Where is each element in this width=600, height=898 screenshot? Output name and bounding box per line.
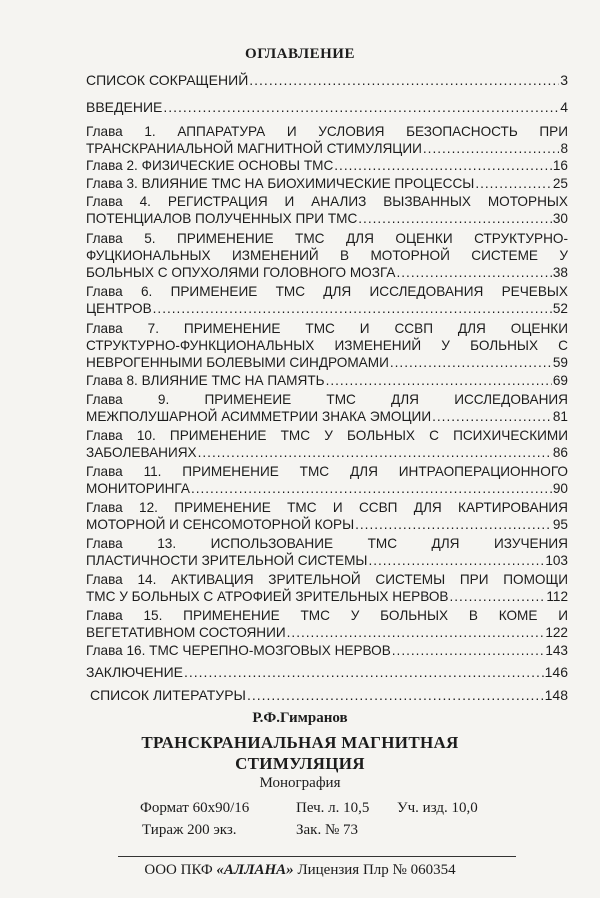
book-title-line-1: ТРАНСКРАНИАЛЬНАЯ МАГНИТНАЯ	[141, 733, 459, 752]
toc-heading: ОГЛАВЛЕНИЕ	[245, 46, 355, 62]
toc-entry	[86, 552, 568, 569]
toc-entry	[86, 664, 568, 681]
toc-entry-title: СПИСОК СОКРАЩЕНИЙ	[86, 72, 249, 88]
toc-entry-title: БОЛЬНЫХ С ОПУХОЛЯМИ ГОЛОВНОГО МОЗГА	[86, 265, 396, 280]
toc-entry-line: Глава 15. ПРИМЕНЕНИЕ ТМС У БОЛЬНЫХ В КОМЕ И	[86, 608, 568, 623]
toc-entry-title: ТМС У БОЛЬНЫХ С АТРОФИЕЙ ЗРИТЕЛЬНЫХ НЕРВОВ	[86, 589, 449, 604]
toc-entry	[86, 157, 568, 174]
toc-entry-page: 59	[552, 355, 568, 370]
toc-entry-page: 95	[552, 517, 568, 532]
toc-entry-title: ПОТЕНЦИАЛОВ ПОЛУЧЕННЫХ ПРИ ТМС	[86, 211, 358, 226]
toc-entry-line: Глава 6. ПРИМЕНЕИЕ ТМС ДЛЯ ИССЛЕДОВАНИЯ РЕЧЕВЫХ	[86, 284, 568, 299]
toc-entry-line: Глава 12. ПРИМЕНЕНИЕ ТМС И ССВП ДЛЯ КАРТИРОВАНИЯ	[86, 500, 568, 515]
toc-entry-title: МОТОРНОЙ И СЕНСОМОТОРНОЙ КОРЫ	[86, 517, 355, 532]
imprint-circulation: Тираж 200 экз.	[142, 822, 237, 838]
toc-entry-page: 122	[545, 625, 568, 640]
divider	[118, 856, 516, 857]
toc-entry	[86, 588, 568, 605]
publisher-name: «АЛЛАНА»	[216, 862, 294, 878]
toc-entry-line: ФУЦКИОНАЛЬНЫХ ИЗМЕНЕНИЙ В МОТОРНОЙ СИСТЕМЕ У	[86, 248, 568, 263]
toc-entry-page: 143	[545, 643, 568, 658]
toc-entry-page: 103	[545, 553, 568, 568]
publisher-prefix: ООО ПКФ	[144, 862, 213, 878]
toc-entry-title: МЕЖПОЛУШАРНОЙ АСИММЕТРИИ ЗНАКА ЭМОЦИИ	[86, 409, 432, 424]
author-name: Р.Ф.Гимранов	[252, 710, 348, 726]
toc-entry-title: Глава 16. ТМС ЧЕРЕПНО-МОЗГОВЫХ НЕРВОВ	[86, 643, 391, 658]
imprint-order: Зак. № 73	[296, 822, 359, 838]
toc-entry	[90, 687, 568, 704]
toc-entry	[86, 140, 568, 157]
toc-entry	[86, 175, 568, 192]
toc-entry-page: 4	[560, 99, 568, 115]
toc-entry-page: 90	[552, 481, 568, 496]
toc-entry-title: МОНИТОРИНГА	[86, 481, 190, 496]
publisher-license: Лицензия Плр № 060354	[297, 862, 456, 878]
toc-entry-page: 30	[552, 211, 568, 226]
toc-entry	[86, 372, 568, 389]
toc-entry-line: Глава 5. ПРИМЕНЕНИЕ ТМС ДЛЯ ОЦЕНКИ СТРУКТУРНО-	[86, 231, 568, 246]
toc-entry-page: 16	[552, 158, 568, 173]
toc-entry	[86, 444, 568, 461]
toc-entry	[86, 516, 568, 533]
toc-entry-page: 69	[552, 373, 568, 388]
toc-entry-line: Глава 1. АППАРАТУРА И УСЛОВИЯ БЕЗОПАСНОСТЬ ПРИ	[86, 124, 568, 139]
toc-entry-title: ЦЕНТРОВ	[86, 301, 152, 316]
imprint-print-sheets: Печ. л. 10,5	[296, 800, 370, 816]
toc-entry-page: 112	[546, 589, 568, 604]
toc-entry-title: ТРАНСКРАНИАЛЬНОЙ МАГНИТНОЙ СТИМУЛЯЦИИ	[86, 141, 422, 156]
imprint-format: Формат 60х90/16	[140, 800, 250, 816]
toc-entry-page: 3	[560, 72, 568, 88]
toc-entry-line: Глава 14. АКТИВАЦИЯ ЗРИТЕЛЬНОЙ СИСТЕМЫ ПРИ ПОМОЩИ	[86, 572, 568, 587]
toc-entry-title: Глава 3. ВЛИЯНИЕ ТМС НА БИОХИМИЧЕСКИЕ ПРОЦЕССЫ	[86, 176, 475, 191]
toc-entry-line: Глава 10. ПРИМЕНЕНИЕ ТМС У БОЛЬНЫХ С ПСИХИЧЕСКИМИ	[86, 428, 568, 443]
toc-entry-title: ЗАБОЛЕВАНИЯХ	[86, 445, 197, 460]
toc-entry-page: 8	[560, 141, 568, 156]
toc-entry	[86, 72, 568, 89]
toc-entry-title: НЕВРОГЕННЫМИ БОЛЕВЫМИ СИНДРОМАМИ	[86, 355, 389, 370]
imprint-publ-sheets: Уч. изд. 10,0	[397, 800, 478, 816]
toc-entry	[86, 354, 568, 371]
toc-entry-title: СПИСОК ЛИТЕРАТУРЫ	[90, 687, 246, 703]
toc-entry-title: ПЛАСТИЧНОСТИ ЗРИТЕЛЬНОЙ СИСТЕМЫ	[86, 553, 368, 568]
publisher-line	[0, 862, 600, 879]
toc-entry	[86, 642, 568, 659]
book-subtitle: Монография	[259, 775, 341, 791]
book-title-line-2: СТИМУЛЯЦИЯ	[235, 754, 365, 773]
toc-entry	[86, 408, 568, 425]
toc-entry-line: Глава 7. ПРИМЕНЕНИЕ ТМС И ССВП ДЛЯ ОЦЕНКИ	[86, 321, 568, 336]
toc-entry	[86, 99, 568, 116]
toc-entry-page: 148	[544, 687, 568, 703]
toc-entry-title: Глава 2. ФИЗИЧЕСКИЕ ОСНОВЫ ТМС	[86, 158, 334, 173]
toc-entry	[86, 264, 568, 281]
toc-entry-title: ЗАКЛЮЧЕНИЕ	[86, 664, 183, 680]
toc-entry-page: 38	[552, 265, 568, 280]
toc-entry-page: 86	[552, 445, 568, 460]
toc-entry-title: Глава 8. ВЛИЯНИЕ ТМС НА ПАМЯТЬ	[86, 373, 325, 388]
toc-entry-line: Глава 11. ПРИМЕНЕНИЕ ТМС ДЛЯ ИНТРАОПЕРАЦИОННОГО	[86, 464, 568, 479]
toc-entry-page: 25	[552, 176, 568, 191]
toc-entry-page: 146	[544, 664, 568, 680]
toc-entry-line: Глава 9. ПРИМЕНЕИЕ ТМС ДЛЯ ИССЛЕДОВАНИЯ	[86, 392, 568, 407]
toc-entry-line: Глава 13. ИСПОЛЬЗОВАНИЕ ТМС ДЛЯ ИЗУЧЕНИЯ	[86, 536, 568, 551]
toc-entry-page: 52	[552, 301, 568, 316]
toc-entry-title: ВВЕДЕНИЕ	[86, 99, 163, 115]
toc-entry	[86, 624, 568, 641]
toc-entry-line: Глава 4. РЕГИСТРАЦИЯ И АНАЛИЗ ВЫЗВАННЫХ МОТОРНЫХ	[86, 194, 568, 209]
toc-entry	[86, 210, 568, 227]
toc-entry	[86, 480, 568, 497]
toc-entry	[86, 300, 568, 317]
toc-entry-title: ВЕГЕТАТИВНОМ СОСТОЯНИИ	[86, 625, 286, 640]
toc-entry-page: 81	[552, 409, 568, 424]
toc-entry-line: СТРУКТУРНО-ФУНКЦИОНАЛЬНЫХ ИЗМЕНЕНИЙ У БОЛЬНЫХ С	[86, 338, 568, 353]
